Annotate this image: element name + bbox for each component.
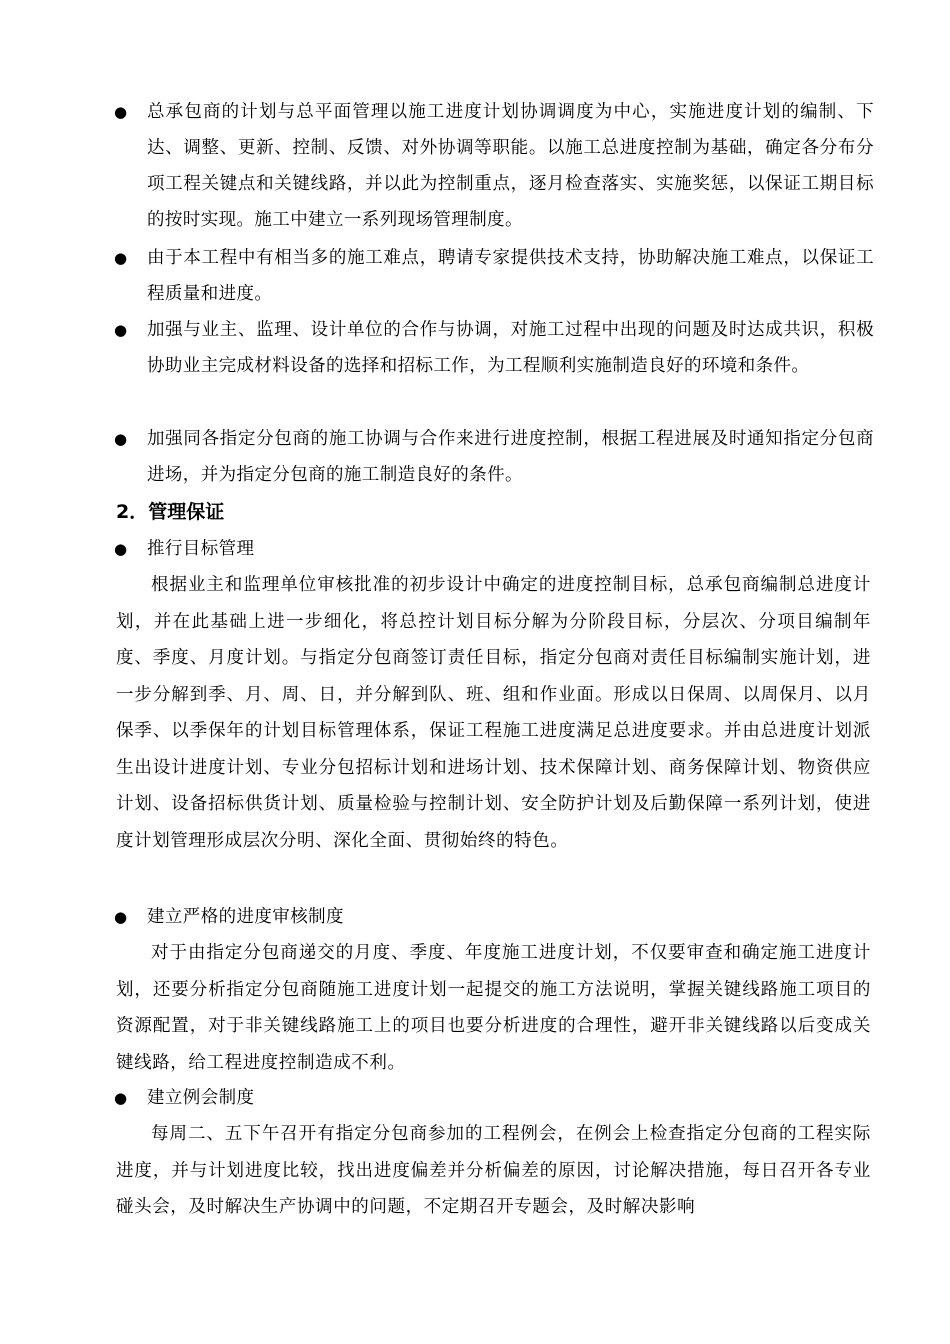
bullet-text: 总承包商的计划与总平面管理以施工进度计划协调调度为中心，实施进度计划的编制、下达、调整、更新、控制、反馈、对外协调等职能。以施工总进度控制为基础，确定各分布分项工程关键点和关键线路，并以此为控制重点，逐月检查落实、实施奖惩，以保证工期目标的按时实现。施工中建立一系列现场管理制度。 bbox=[147, 102, 874, 230]
bullet-item bbox=[114, 421, 874, 493]
bullet-text: 加强与业主、监理、设计单位的合作与协调，对施工过程中出现的问题及时达成共识，积极协助业主完成材料设备的选择和招标工作，为工程顺利实施制造良好的环境和条件。 bbox=[147, 320, 874, 376]
bullet-item bbox=[114, 312, 874, 384]
section-heading: 2．管理保证 bbox=[116, 501, 225, 523]
bullet-dot: ● bbox=[114, 249, 128, 267]
body-paragraph: 每周二、五下午召开有指定分包商参加的工程例会，在例会上检查指定分包商的工程实际进度，并与计划进度比较，找出进度偏差并分析偏差的原因，讨论解决措施，每日召开各专业碰头会，及时解决生产协调中的问题，不定期召开专题会，及时解决影响 bbox=[116, 1124, 871, 1217]
bullet-dot: ● bbox=[114, 103, 128, 121]
bullet-dot: ● bbox=[114, 540, 128, 558]
bullet-item bbox=[114, 899, 874, 935]
body-paragraph: 根据业主和监理单位审核批准的初步设计中确定的进度控制目标，总承包商编制总进度计划，并在此基础上进一步细化，将总控计划目标分解为分阶段目标，分层次、分项目编制年度、季度、月度计划。与指定分包商签订责任目标，指定分包商对责任目标编制实施计划，进一步分解到季、月、周、日，并分解到队、班、组和作业面。形成以日保周、以周保月、以月保季、以季保年的计划目标管理体系，保证工程施工进度满足总进度要求。并由总进度计划派生出设计进度计划、专业分包招标计划和进场计划、技术保障计划、商务保障计划、物资供应计划、设备招标供货计划、质量检验与控制计划、安全防护计划及后勤保障一系列计划，使进度计划管理形成层次分明、深化全面、贯彻始终的特色。 bbox=[116, 575, 871, 851]
bullet-dot: ● bbox=[114, 908, 128, 926]
bullet-item bbox=[114, 531, 874, 567]
bullet-dot: ● bbox=[114, 321, 128, 339]
bullet-title: 推行目标管理 bbox=[147, 539, 255, 559]
bullet-dot: ● bbox=[114, 1089, 128, 1107]
bullet-item bbox=[114, 240, 874, 312]
bullet-text: 加强同各指定分包商的施工协调与合作来进行进度控制，根据工程进展及时通知指定分包商进场，并为指定分包商的施工制造良好的条件。 bbox=[147, 429, 874, 485]
bullet-item bbox=[114, 94, 874, 238]
bullet-title: 建立例会制度 bbox=[147, 1088, 255, 1108]
bullet-dot: ● bbox=[114, 430, 128, 448]
bullet-text: 由于本工程中有相当多的施工难点，聘请专家提供技术支持，协助解决施工难点，以保证工程质量和进度。 bbox=[147, 248, 874, 304]
bullet-item bbox=[114, 1080, 874, 1116]
bullet-title: 建立严格的进度审核制度 bbox=[147, 907, 344, 927]
body-paragraph: 对于由指定分包商递交的月度、季度、年度施工进度计划，不仅要审查和确定施工进度计划，还要分析指定分包商随施工进度计划一起提交的施工方法说明，掌握关键线路施工项目的资源配置，对于非关键线路施工上的项目也要分析进度的合理性，避开非关键线路以后变成关键线路，给工程进度控制造成不利。 bbox=[116, 943, 871, 1073]
